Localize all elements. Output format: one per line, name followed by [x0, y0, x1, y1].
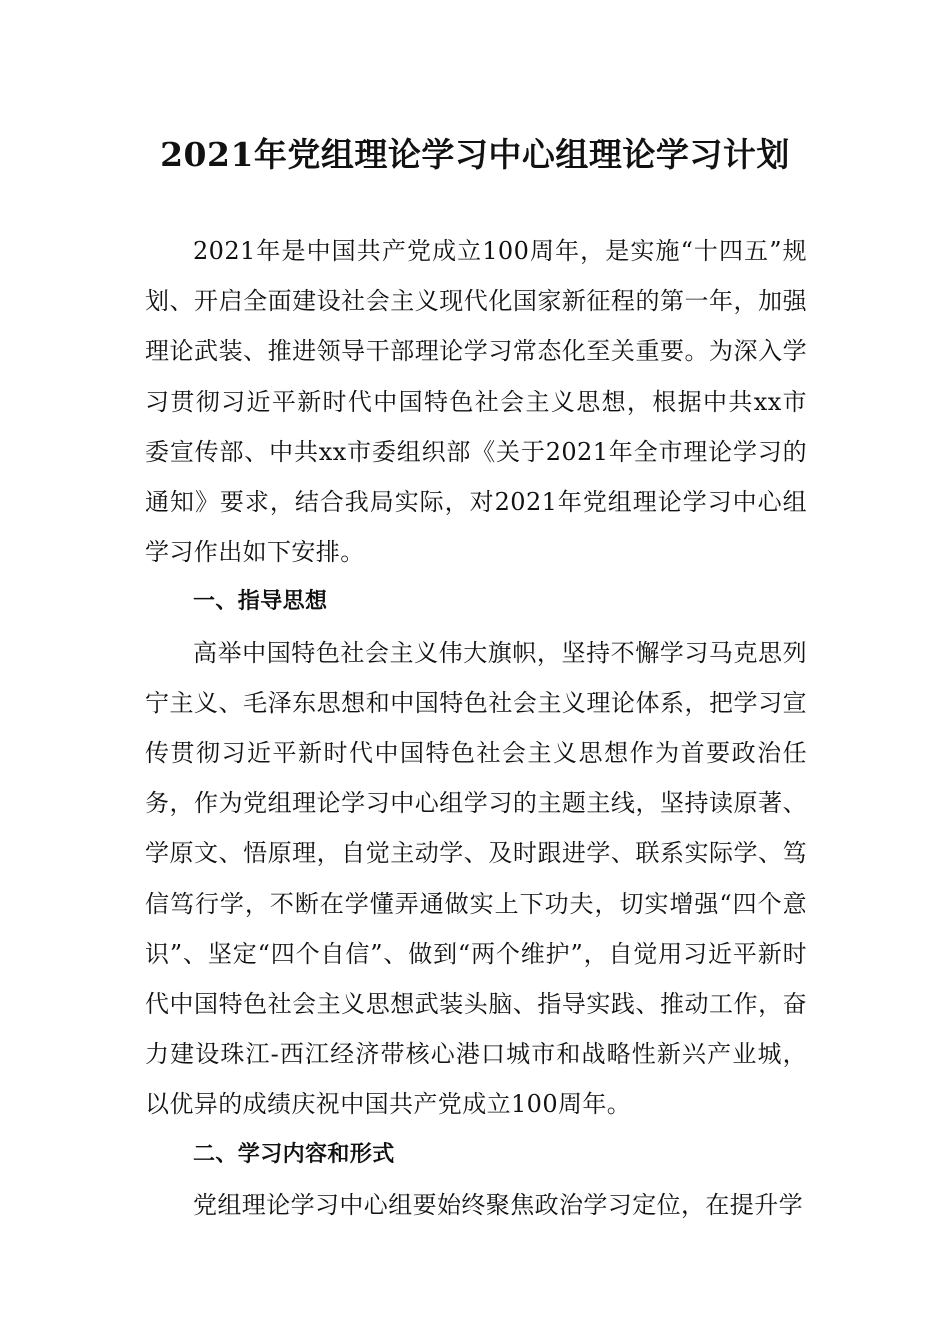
study-content-paragraph: 党组理论学习中心组要始终聚焦政治学习定位，在提升学: [193, 1190, 803, 1219]
document-title: 2021年党组理论学习中心组理论学习计划: [160, 135, 790, 174]
section-heading-study-content: 二、学习内容和形式: [193, 1141, 395, 1167]
section-heading-guiding-ideology: 一、指导思想: [193, 589, 328, 615]
intro-paragraph: 2021年是中国共产党成立100周年，是实施“十四五”规划、开启全面建设社会主义现代化国家新征程的第一年，加强理论武装、推进领导干部理论学习常态化至关重要。为深入学习贯彻习近平新时代中国特色社会主义思想，根据中共xx市委宣传部、中共xx市委组织部《关于2021年全市理论学习的通知》要求，结合我局实际，对2021年党组理论学习中心组学习作出如下安排。: [145, 237, 807, 567]
guiding-ideology-paragraph: 高举中国特色社会主义伟大旗帜，坚持不懈学习马克思列宁主义、毛泽东思想和中国特色社会主义理论体系，把学习宣传贯彻习近平新时代中国特色社会主义思想作为首要政治任务，作为党组理论学习中心组学习的主题主线，坚持读原著、学原文、悟原理，自觉主动学、及时跟进学、联系实际学、笃信笃行学，不断在学懂弄通做实上下功夫，切实增强“四个意识”、坚定“四个自信”、做到“两个维护”，自觉用习近平新时代中国特色社会主义思想武装头脑、指导实践、推动工作，奋力建设珠江-西江经济带核心港口城市和战略性新兴产业城，以优异的成绩庆祝中国共产党成立100周年。: [145, 638, 807, 1119]
document-body: [145, 226, 807, 1230]
